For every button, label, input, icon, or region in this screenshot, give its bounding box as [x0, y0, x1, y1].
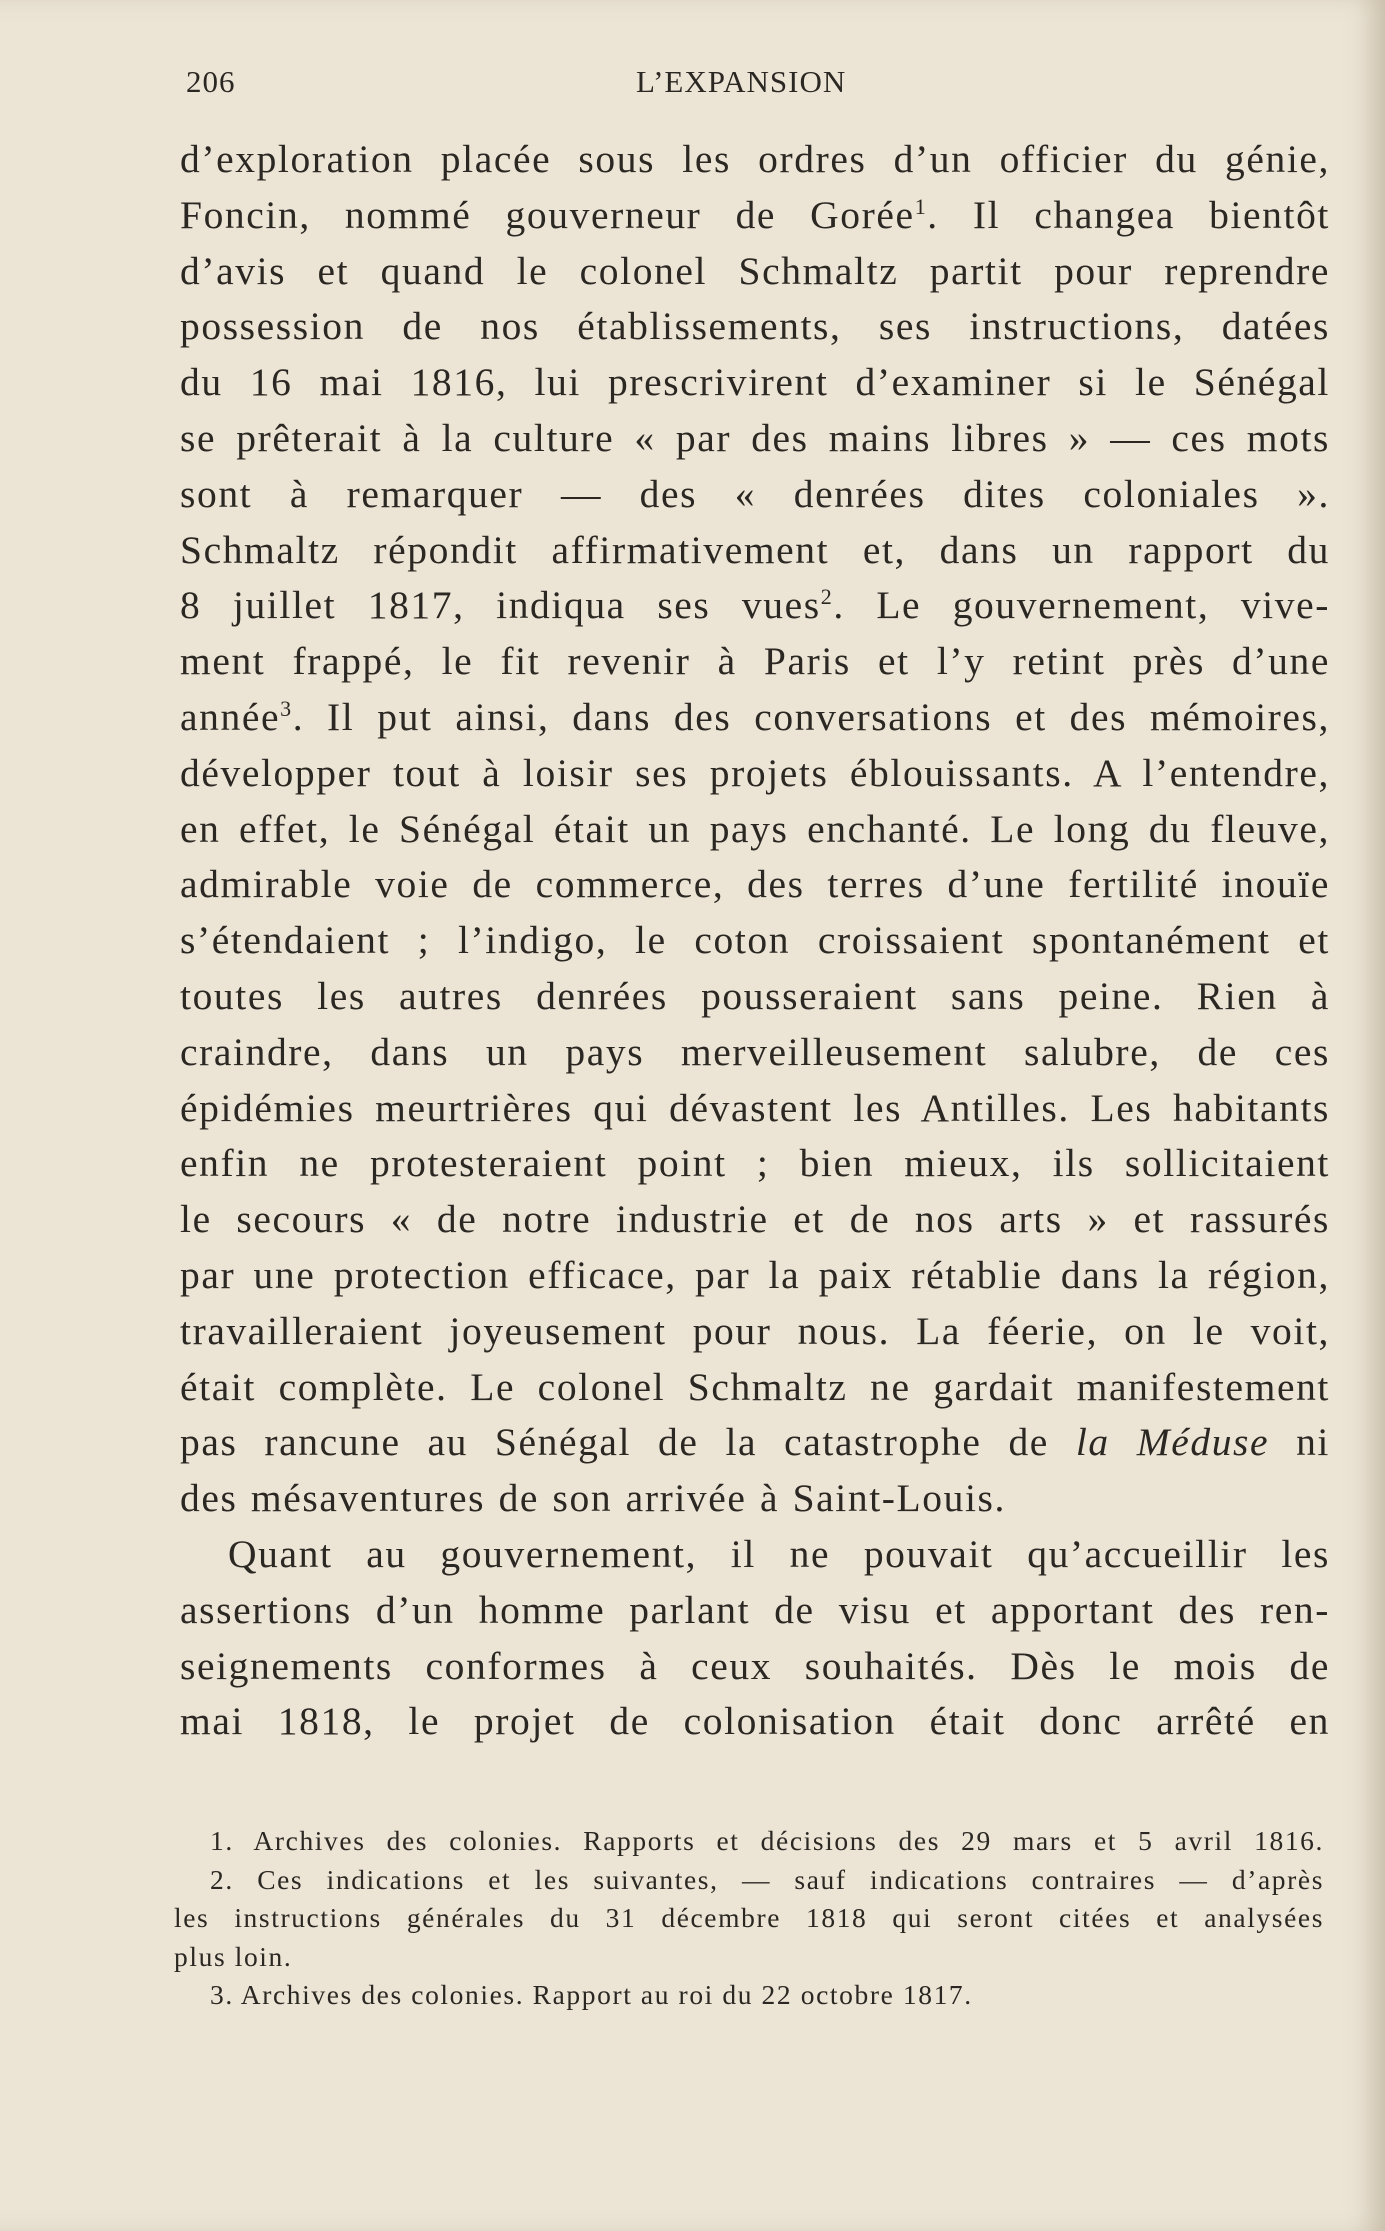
text-line: Foncin, nommé gouverneur de Gorée$^1$. Il changea bientôt [180, 192, 1330, 237]
text-line: se prêterait à la culture « par des mains libres » — ces mots [180, 415, 1330, 460]
text-line: assertions d’un homme parlant de visu et apportant des ren- [180, 1587, 1330, 1632]
text-line: admirable voie de commerce, des terres d’une fertilité inouïe [180, 862, 1330, 907]
footnote-ref-1: 1 [914, 193, 928, 219]
text-line: d’exploration placée sous les ordres d’un officier du génie, [180, 137, 1330, 181]
text-line: par une protection efficace, par la paix rétablie dans la région, [180, 1252, 1330, 1297]
text-line: seignements conformes à ceux souhaités. Dès le mois de [180, 1643, 1330, 1688]
footnote-2-continued: les instructions générales du 31 décembre 1818 qui seront citées et analysées [174, 1902, 1324, 1933]
text-line: sont à remarquer — des « denrées dites coloniales ». [180, 471, 1330, 516]
footnotes [174, 1822, 1324, 2015]
text-line: des mésaventures de son arrivée à Saint-Louis. [180, 1476, 1006, 1521]
body-text [180, 132, 1330, 1750]
text-line: était complète. Le colonel Schmaltz ne gardait manifestement [180, 1364, 1330, 1409]
footnote-ref-3: 3 [280, 695, 293, 721]
footnote-1: 1. Archives des colonies. Rapports et décisions des 29 mars et 5 avril 1816. [210, 1825, 1324, 1856]
text-line: enfin ne protesteraient point ; bien mieux, ils sollicitaient [180, 1141, 1330, 1186]
text-line: Schmaltz répondit affirmativement et, dans un rapport du [180, 527, 1330, 572]
text-line: mai 1818, le projet de colonisation était donc arrêté en [180, 1699, 1330, 1744]
text-line: épidémies meurtrières qui dévastent les Antilles. Les habitants [180, 1085, 1330, 1130]
text-line: 8 juillet 1817, indiqua ses vues$^2$. Le gouvernement, vive- [180, 583, 1330, 628]
footnote-2-continued: plus loin. [174, 1940, 293, 1972]
paragraph-1 [180, 132, 1330, 1527]
footnote-ref-2: 2 [820, 584, 834, 610]
text-line: travailleraient joyeusement pour nous. La féerie, on le voit, [180, 1308, 1330, 1353]
text-line: le secours « de notre industrie et de nos arts » et rassurés [180, 1197, 1330, 1242]
text-line: ment frappé, le fit revenir à Paris et l’y retint près d’une [180, 639, 1330, 684]
text-line: en effet, le Sénégal était un pays enchanté. Le long du fleuve, [180, 806, 1330, 851]
paragraph-2 [180, 1527, 1330, 1750]
text-line: toutes les autres denrées pousseraient sans peine. Rien à [180, 973, 1330, 1018]
text-line: du 16 mai 1816, lui prescrivirent d’examiner si le Sénégal [180, 360, 1330, 405]
text-line: pas rancune au Sénégal de la catastrophe de la Méduse ni [180, 1420, 1331, 1465]
footnote-2: 2. Ces indications et les suivantes, — sauf indications contraires — d’après [210, 1863, 1324, 1895]
text-line: possession de nos établissements, ses instructions, datées [180, 304, 1330, 349]
italic-title: la Méduse [1075, 1420, 1270, 1465]
text-line: Quant au gouvernement, il ne pouvait qu’accueillir les [228, 1531, 1330, 1576]
page-number: 206 [186, 64, 236, 99]
text-line: s’étendaient ; l’indigo, le coton croissaient spontanément et [180, 918, 1330, 963]
running-head [186, 64, 1326, 104]
text-line: développer tout à loisir ses projets éblouissants. A l’entendre, [180, 750, 1330, 795]
text-line: année$^3$. Il put ainsi, dans des conversations et des mémoires, [180, 694, 1330, 739]
footnote-3: 3. Archives des colonies. Rapport au roi du 22 octobre 1817. [210, 1979, 973, 2010]
running-title: L’EXPANSION [636, 64, 847, 99]
text-line: craindre, dans un pays merveilleusement salubre, de ces [180, 1029, 1330, 1074]
text-line: d’avis et quand le colonel Schmaltz partit pour reprendre [180, 248, 1330, 293]
